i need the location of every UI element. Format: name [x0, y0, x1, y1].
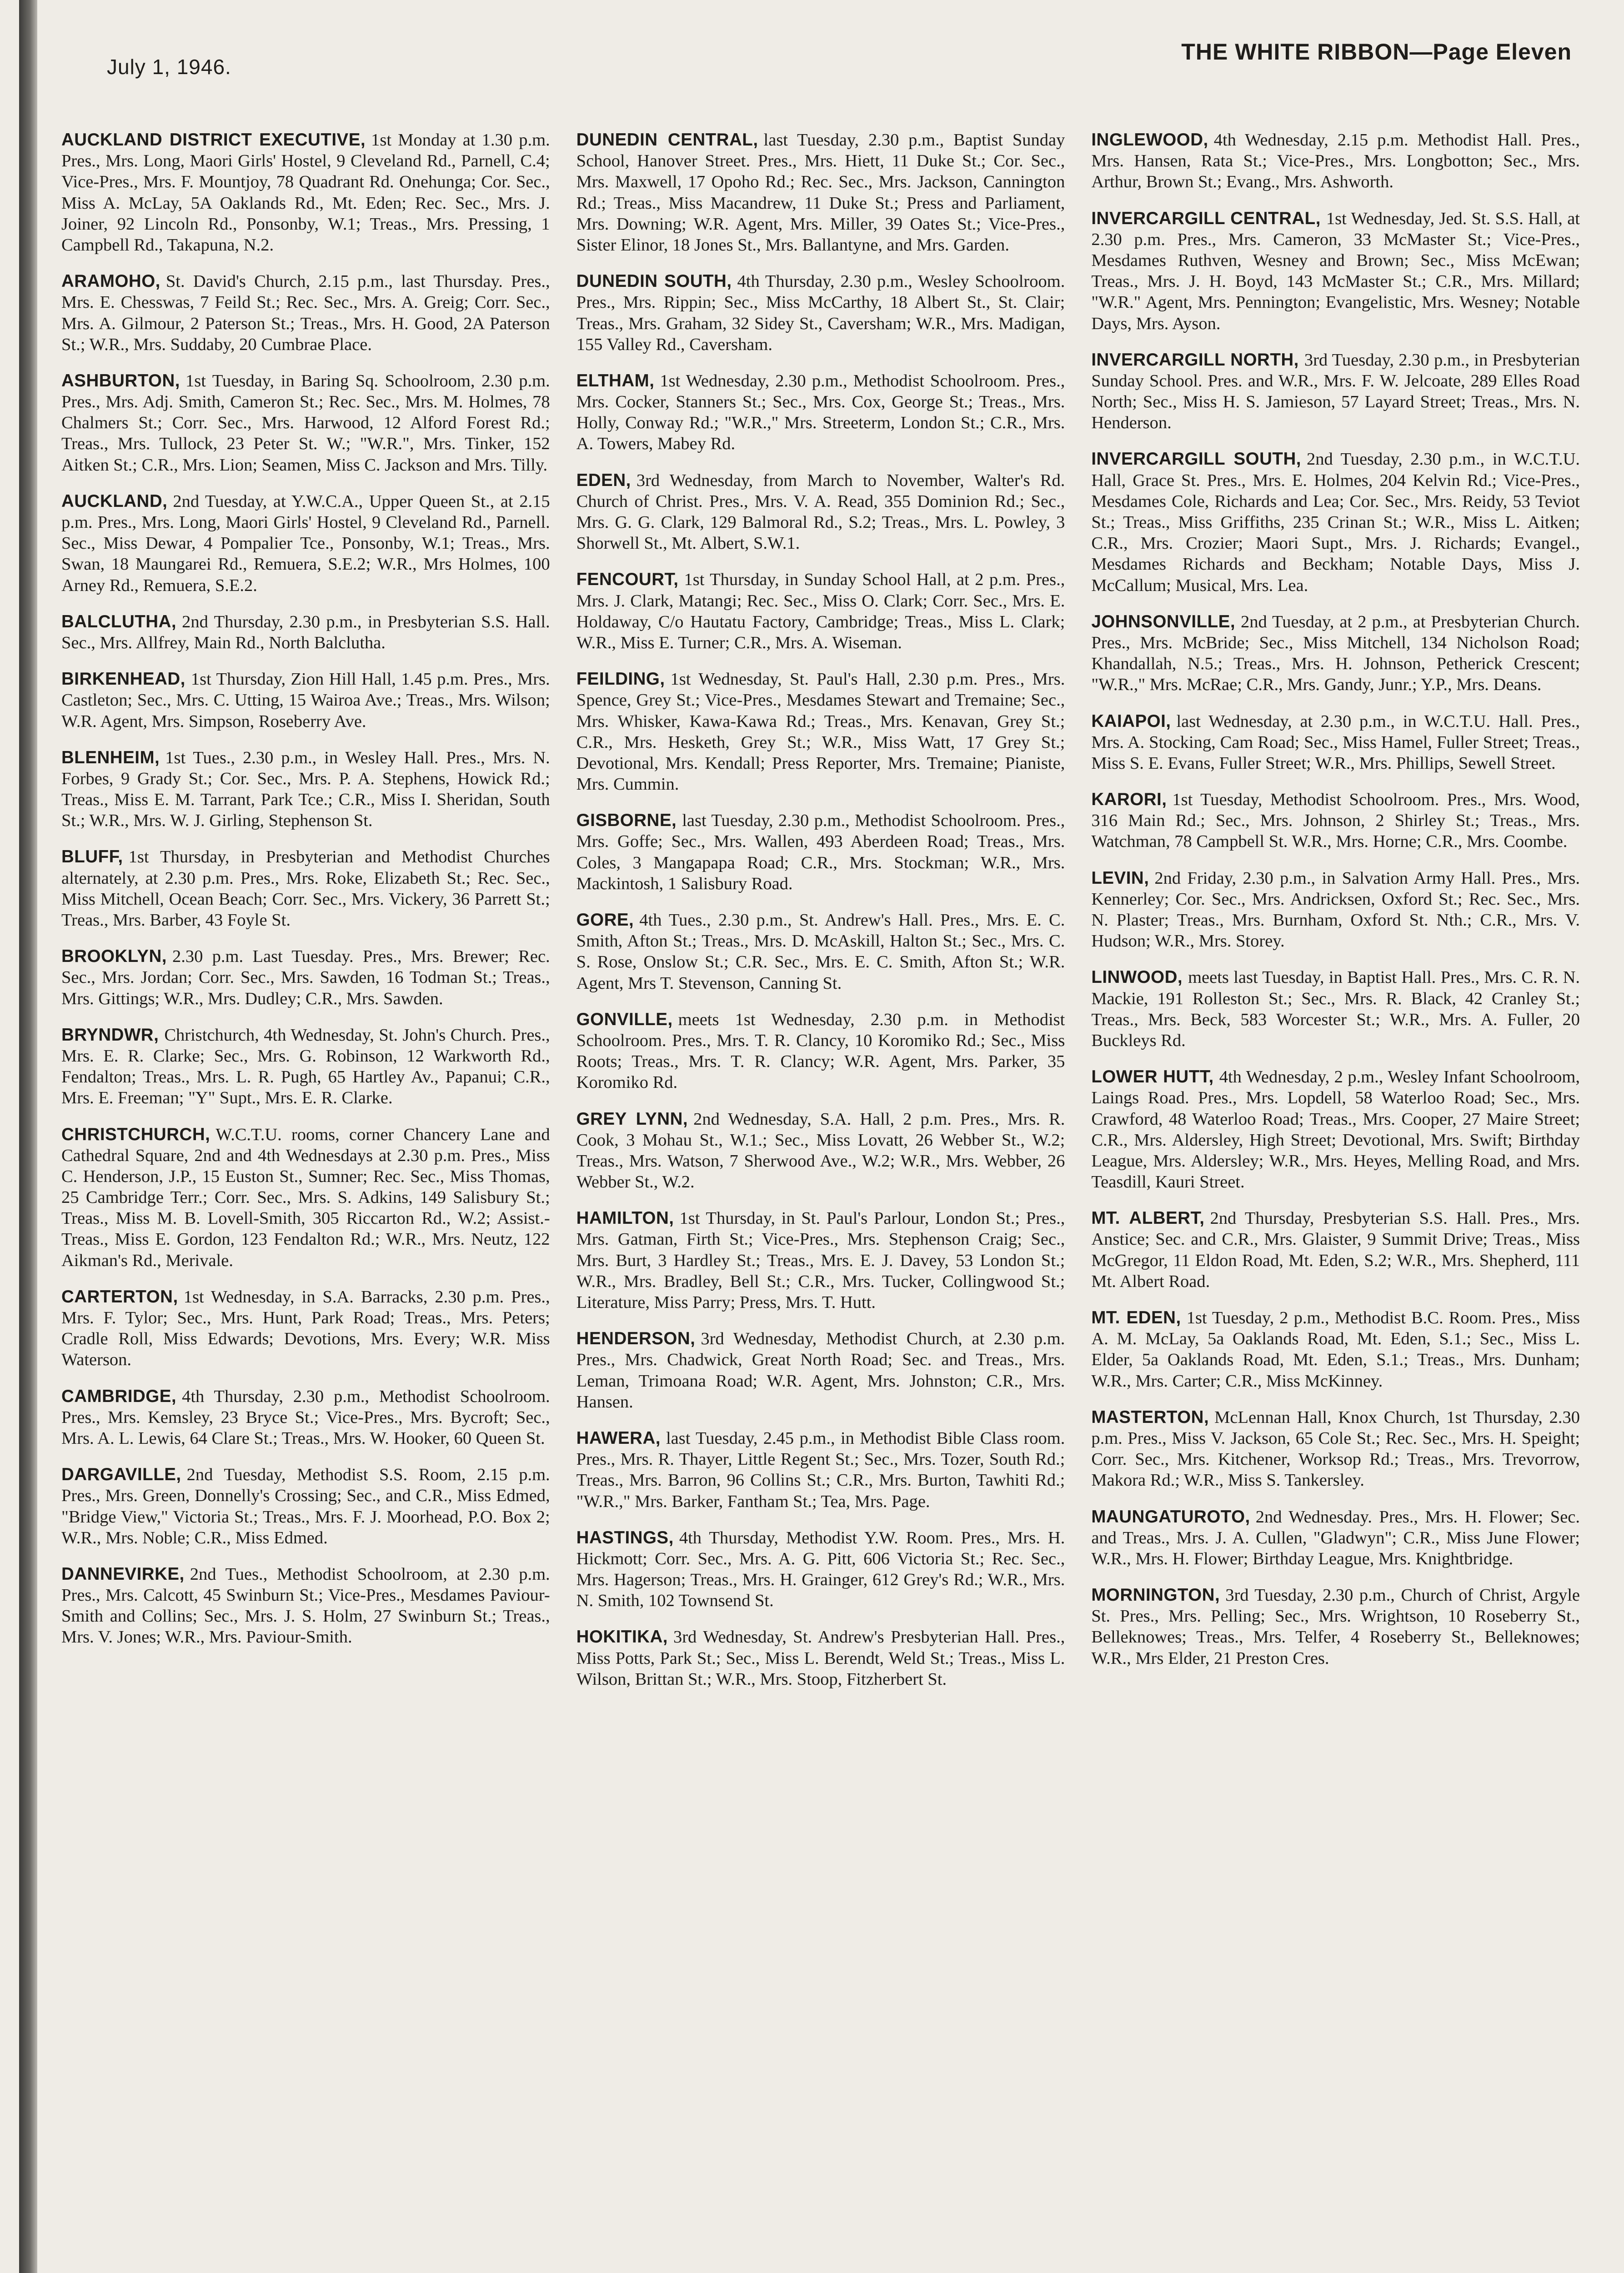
branch-name: GISBORNE,: [576, 811, 677, 831]
branch-details: 3rd Wednesday, from March to November, Walter's Rd. Church of Christ. Pres., Mrs. V. A. Read, 355 Dominion Rd.; Sec., Mrs. G. G. Clark, 129 Balmoral Rd., S.2; Treas., Mrs. L. Powley, 3 Shorwell St., Mt. Albert, S.W.1.: [576, 471, 1065, 553]
branch-details: 3rd Wednesday, St. Andrew's Presbyterian Hall. Pres., Miss Potts, Park St.; Sec., Miss L. Berendt, Weld St.; Treas., Miss L. Wilson, Brittan St.; W.R., Mrs. Stoop, Fitzherbert St.: [576, 1627, 1065, 1689]
branch-entry: [61, 611, 550, 653]
branch-details: W.C.T.U. rooms, corner Chancery Lane and Cathedral Square, 2nd and 4th Wednesdays at 2.30 p.m. Pres., Miss C. Henderson, J.P., 15 Euston St., Sumner; Rec. Sec., Miss Thomas, 25 Cambridge Terr.; Corr. Sec., Mrs. S. Adkins, 149 Salisbury St.; Treas., Miss M. B. Lovell-Smith, 305 Riccarton Rd., W.2; Assist.-Treas., Miss E. Gordon, 123 Fendalton Rd.; W.R., Mrs. Neutz, 122 Aikman's Rd., Merivale.: [61, 1125, 550, 1270]
branch-name: CAMBRIDGE,: [61, 1386, 177, 1406]
branch-name: ELTHAM,: [576, 370, 655, 391]
branch-entry: [576, 1328, 1065, 1412]
branch-entry: [61, 1124, 550, 1271]
branch-details: 2nd Tuesday, at Y.W.C.A., Upper Queen St., at 2.15 p.m. Pres., Mrs. Long, Maori Girls' Hostel, 9 Cleveland Rd., Parnell. Sec., Miss Dewar, 4 Pompalier Tce., Ponsonby, W.1; Treas., Mrs. Swan, 18 Maungarei Rd., Remuera, S.E.2; W.R., Mrs Holmes, 100 Arney Rd., Remuera, S.E.2.: [61, 491, 550, 595]
branch-details: 1st Wednesday, 2.30 p.m., Methodist Schoolroom. Pres., Mrs. Cocker, Stanners St.; Sec., Mrs. Cox, George St.; Treas., Mrs. Holly, Conway Rd.; "W.R.," Mrs. Streeterm, London St.; C.R., Mrs. A. Towers, Mabey Rd.: [576, 371, 1065, 454]
branch-entry: [1091, 1507, 1580, 1570]
branch-entry: [576, 910, 1065, 994]
branch-entry: [1091, 1407, 1580, 1491]
branch-details: 4th Thursday, Methodist Y.W. Room. Pres., Mrs. H. Hickmott; Corr. Sec., Mrs. A. G. Pitt, 606 Victoria St.; Rec. Sec., Mrs. Hagerson; Treas., Mrs. H. Grainger, 612 Grey's Rd.; W.R., Mrs. N. Smith, 102 Townsend St.: [576, 1528, 1065, 1611]
branch-entry: [61, 669, 550, 732]
branch-details: 2nd Thursday, 2.30 p.m., in Presbyterian S.S. Hall. Sec., Mrs. Allfrey, Main Rd., North Balclutha.: [61, 612, 550, 652]
branch-entry: [576, 271, 1065, 355]
branch-name: AUCKLAND DISTRICT EXECUTIVE,: [61, 130, 366, 150]
branch-name: GONVILLE,: [576, 1009, 673, 1029]
branch-details: 2nd Friday, 2.30 p.m., in Salvation Army Hall. Pres., Mrs. Kennerley; Cor. Sec., Mrs. Andricksen, Oxford St.; Rec. Sec., Mrs. N. Plaster; Treas., Mrs. Burnham, Oxford St. Nth.; C.R., Mrs. V. Hudson; W.R., Mrs. Storey.: [1091, 868, 1580, 951]
branch-details: 1st Tuesday, in Baring Sq. Schoolroom, 2.30 p.m. Pres., Mrs. Adj. Smith, Cameron St.; Rec. Sec., Mrs. M. Holmes, 78 Chalmers St.; Corr. Sec., Mrs. Harwood, 12 Alford Forest Rd.; Treas., Mrs. Tullock, 23 Peter St. W.; "W.R.", Mrs. Tinker, 152 Aitken St.; C.R., Mrs. Lion; Seamen, Miss C. Jackson and Mrs. Tilly.: [61, 371, 550, 475]
branch-details: 3rd Wednesday, Methodist Church, at 2.30 p.m. Pres., Mrs. Chadwick, Great North Road; Sec. and Treas., Mrs. Leman, Trimoana Road; W.R. Agent, Mrs. Johnston; C.R., Mrs. Hansen.: [576, 1329, 1065, 1412]
branch-name: HOKITIKA,: [576, 1627, 668, 1647]
branch-entry: [61, 747, 550, 831]
branch-entry: [576, 1208, 1065, 1313]
branch-entry: [61, 271, 550, 355]
branch-entry: [1091, 1066, 1580, 1192]
branch-name: FEILDING,: [576, 669, 665, 689]
branch-entry: [1091, 967, 1580, 1051]
branch-details: 4th Thursday, 2.30 p.m., Wesley Schoolroom. Pres., Mrs. Rippin; Sec., Miss McCarthy, 18 Albert St., St. Clair; Treas., Mrs. Graham, 32 Sidey St., Caversham; W.R., Mrs. Madigan, 155 Valley Rd., Caversham.: [576, 272, 1065, 354]
issue-date: July 1, 1946.: [107, 55, 231, 79]
branch-entry: [1091, 789, 1580, 852]
branch-details: 1st Thursday, in Sunday School Hall, at 2 p.m. Pres., Mrs. J. Clark, Matangi; Rec. Sec., Miss O. Clark; Corr. Sec., Mrs. E. Holdaway, C/o Hautatu Factory, Cambridge; Treas., Miss L. Clark; W.R., Miss E. Turner; C.R., Mrs. A. Wiseman.: [576, 570, 1065, 652]
branch-entry: [1091, 449, 1580, 596]
branch-details: 1st Tuesday, Methodist Schoolroom. Pres., Mrs. Wood, 316 Main Rd.; Sec., Mrs. Johnson, 2 Shirley St.; Treas., Mrs. Watchman, 78 Campbell St. W.R., Mrs. Horne; C.R., Mrs. Coombe.: [1091, 790, 1580, 851]
branch-name: BLENHEIM,: [61, 747, 160, 767]
branch-entry: [576, 370, 1065, 455]
branch-name: LINWOOD,: [1091, 967, 1183, 987]
branch-entry: [576, 130, 1065, 255]
branch-name: BRYNDWR,: [61, 1025, 159, 1045]
branch-name: GORE,: [576, 910, 634, 930]
branch-details: last Tuesday, 2.45 p.m., in Methodist Bible Class room. Pres., Mrs. R. Thayer, Little Regent St.; Sec., Mrs. Tozer, South Rd.; Treas., Mrs. Barron, 96 Collins St.; C.R., Mrs. Burton, Tawhiti Rd.; "W.R.," Mrs. Barker, Fantham St.; Tea, Mrs. Page.: [576, 1428, 1065, 1511]
branch-name: FENCOURT,: [576, 570, 679, 590]
branch-entry: [1091, 1585, 1580, 1669]
branch-name: BROOKLYN,: [61, 946, 167, 966]
branch-name: HENDERSON,: [576, 1329, 696, 1349]
branch-details: last Wednesday, at 2.30 p.m., in W.C.T.U. Hall. Pres., Mrs. A. Stocking, Cam Road; Sec., Miss Hamel, Fuller Street; Treas., Miss S. E. Evans, Fuller Street; W.R., Mrs. Phillips, Sewell Street.: [1091, 711, 1580, 773]
branch-name: DARGAVILLE,: [61, 1465, 181, 1485]
branch-details: 4th Wednesday, 2 p.m., Wesley Infant Schoolroom, Laings Road. Pres., Mrs. Lopdell, 58 Waterloo Road; Sec., Mrs. Crawford, 48 Waterloo Road; Treas., Mrs. Cooper, 27 Maire Street; C.R., Mrs. Aldersley, High Street; Devotional, Mrs. Swift; Birthday League, Mrs. Aldersley; W.R., Mrs. Heyes, Melling Road, and Mrs. Teasdill, Kauri Street.: [1091, 1067, 1580, 1192]
branch-details: McLennan Hall, Knox Church, 1st Thursday, 2.30 p.m. Pres., Miss V. Jackson, 65 Cole St.; Rec. Sec., Mrs. H. Speight; Corr. Sec., Mrs. Kitchener, Worksop Rd.; Treas., Mrs. Trevorrow, Makora Rd.; W.R., Miss S. Tankersley.: [1091, 1407, 1580, 1490]
branch-details: 3rd Tuesday, 2.30 p.m., in Presbyterian Sunday School. Pres. and W.R., Mrs. F. W. Jelcoate, 289 Elles Road North; Sec., Miss H. S. Jamieson, 57 Layard Street; Treas., Mrs. N. Henderson.: [1091, 350, 1580, 433]
branch-entry: [576, 1109, 1065, 1193]
branch-details: 1st Tuesday, 2 p.m., Methodist B.C. Room. Pres., Miss A. M. McLay, 5a Oaklands Road, Mt. Eden, S.1.; Sec., Miss L. Elder, 5a Oaklands Road, Mt. Eden, S.1.; Treas., Mrs. Dunham; W.R., Mrs. Carter; C.R., Miss McKinney.: [1091, 1308, 1580, 1391]
branch-details: 2nd Wednesday, S.A. Hall, 2 p.m. Pres., Mrs. R. Cook, 3 Mohau St., W.1.; Sec., Miss Lovatt, 26 Webber St., W.2; Treas., Mrs. Watson, 7 Sherwood Ave., W.2; W.R., Mrs. Webber, 26 Webber St., W.2.: [576, 1109, 1065, 1192]
branch-details: 2nd Tuesday, at 2 p.m., at Presbyterian Church. Pres., Mrs. McBride; Sec., Miss Mitchell, 134 Nicholson Road; Khandallah, N.5.; Treas., Mrs. H. Johnson, Petherick Crescent; "W.R.," Mrs. McRae; C.R., Mrs. Gandy, Junr.; Y.P., Mrs. Deans.: [1091, 612, 1580, 695]
branch-entry: [1091, 1307, 1580, 1392]
branch-name: ARAMOHO,: [61, 271, 160, 291]
branch-entry: [1091, 350, 1580, 434]
branch-entry: [1091, 130, 1580, 193]
branch-entry: [576, 1428, 1065, 1512]
branch-name: BALCLUTHA,: [61, 611, 177, 631]
branch-entry: [61, 370, 550, 476]
branch-name: ASHBURTON,: [61, 370, 180, 391]
binding-spine: [19, 0, 37, 2273]
branch-entry: [61, 846, 550, 931]
branch-details: 1st Monday at 1.30 p.m. Pres., Mrs. Long, Maori Girls' Hostel, 9 Cleveland Rd., Parnell, C.4; Vice-Pres., Mrs. F. Mountjoy, 78 Quadrant Rd. Onehunga; Cor. Sec., Miss A. McLay, 5A Oaklands Rd., Mt. Eden; Rec. Sec., Mrs. J. Joiner, 92 Lincoln Rd., Ponsonby, W.1; Treas., Mrs. Pressing, 1 Campbell Rd., Takapuna, N.2.: [61, 130, 550, 255]
branch-name: CHRISTCHURCH,: [61, 1124, 211, 1144]
column-3: [1091, 130, 1580, 2273]
branch-details: 1st Tues., 2.30 p.m., in Wesley Hall. Pres., Mrs. N. Forbes, 9 Grady St.; Cor. Sec., Mrs. P. A. Stephens, Howick Rd.; Treas., Miss E. M. Tarrant, Park Tce.; C.R., Miss I. Sheridan, South St.; W.R., Mrs. W. J. Girling, Stephenson St.: [61, 748, 550, 831]
branch-entry: [576, 569, 1065, 653]
branch-entry: [61, 1287, 550, 1371]
branch-name: MT. ALBERT,: [1091, 1208, 1205, 1228]
branch-details: 2nd Tues., Methodist Schoolroom, at 2.30 p.m. Pres., Mrs. Calcott, 45 Swinburn St.; Vice-Pres., Mesdames Paviour-Smith and Collins; Sec., Mrs. J. S. Holm, 27 Swinburn St.; Treas., Mrs. V. Jones; W.R., Mrs. Paviour-Smith.: [61, 1564, 550, 1647]
branch-details: 4th Wednesday, 2.15 p.m. Methodist Hall. Pres., Mrs. Hansen, Rata St.; Vice-Pres., Mrs. Longbotton; Sec., Mrs. Arthur, Brown St.; Evang., Mrs. Ashworth.: [1091, 130, 1580, 192]
branch-entry: [61, 1564, 550, 1648]
branch-details: 2.30 p.m. Last Tuesday. Pres., Mrs. Brewer; Rec. Sec., Mrs. Jordan; Corr. Sec., Mrs. Sawden, 16 Todman St.; Treas., Mrs. Gittings; W.R., Mrs. Dudley; C.R., Mrs. Sawden.: [61, 947, 550, 1008]
branch-name: BIRKENHEAD,: [61, 669, 185, 689]
branch-details: 2nd Tuesday, 2.30 p.m., in W.C.T.U. Hall, Grace St. Pres., Mrs. E. Holmes, 204 Kelvin Rd.; Vice-Pres., Mesdames Cole, Richards and Lea; Cor. Sec., Mrs. Reidy, 53 Teviot St.; Treas., Miss Griffiths, 235 Crinan St.; W.R., Miss L. Aitken; C.R., Mrs. Crozier; Maori Supt., Mrs. J. Richards; Evangel., Mesdames Richards and Beckham; Notable Days, Miss J. McCallum; Musical, Mrs. Lea.: [1091, 450, 1580, 595]
branch-name: EDEN,: [576, 470, 631, 490]
branch-details: 1st Thursday, in Presbyterian and Methodist Churches alternately, at 2.30 p.m. Pres., Mrs. Roke, Elizabeth St.; Rec. Sec., Miss Mitchell, Ocean Beach; Corr. Sec., Mrs. Vickery, 36 Parrett St.; Treas., Mrs. Barber, 43 Foyle St.: [61, 847, 550, 930]
directory-columns: [61, 130, 1580, 2273]
branch-entry: [576, 1009, 1065, 1093]
branch-name: MT. EDEN,: [1091, 1308, 1181, 1327]
branch-name: JOHNSONVILLE,: [1091, 611, 1236, 631]
branch-name: KARORI,: [1091, 790, 1167, 810]
branch-entry: [1091, 611, 1580, 696]
branch-entry: [1091, 711, 1580, 774]
branch-details: 1st Wednesday, St. Paul's Hall, 2.30 p.m. Pres., Mrs. Spence, Grey St.; Vice-Pres., Mesdames Stewart and Tremaine; Sec., Mrs. Whisker, Kawa-Kawa Rd.; Treas., Mrs. Kenavan, Grey St.; C.R., Mrs. Hesketh, Grey St.; W.R., Miss Watt, 17 Grey St.; Devotional, Mrs. Kendall; Press Reporter, Mrs. Tremaine; Pianiste, Mrs. Cummin.: [576, 670, 1065, 794]
branch-details: last Tuesday, 2.30 p.m., Methodist Schoolroom. Pres., Mrs. Goffe; Sec., Mrs. Wallen, 493 Aberdeen Road; Treas., Mrs. Coles, 3 Mangapapa Road; C.R., Mrs. Stockman; W.R., Mrs. Mackintosh, 1 Salisbury Road.: [576, 811, 1065, 893]
masthead-title: THE WHITE RIBBON—Page Eleven: [1181, 39, 1572, 65]
branch-details: 1st Thursday, Zion Hill Hall, 1.45 p.m. Pres., Mrs. Castleton; Sec., Mrs. C. Utting, 15 Wairoa Ave.; Treas., Mrs. Wilson; W.R. Agent, Mrs. Simpson, Roseberry Ave.: [61, 670, 550, 731]
branch-name: DANNEVIRKE,: [61, 1564, 185, 1584]
branch-name: HAMILTON,: [576, 1208, 674, 1228]
branch-name: INVERCARGILL SOUTH,: [1091, 449, 1301, 469]
branch-entry: [576, 1627, 1065, 1690]
branch-details: 1st Thursday, in St. Paul's Parlour, London St.; Pres., Mrs. Gatman, Firth St.; Vice-Pres., Mrs. Stephenson Craig; Sec., Mrs. Burt, 3 Hardley St.; Treas., Mrs. E. J. Davey, 53 London St.; W.R., Mrs. Bradley, Bell St.; C.R., Mrs. Tucker, Collingwood St.; Literature, Miss Parry; Press, Mrs. T. Hutt.: [576, 1209, 1065, 1312]
branch-entry: [1091, 868, 1580, 952]
branch-name: LOWER HUTT,: [1091, 1067, 1214, 1087]
branch-details: 2nd Wednesday. Pres., Mrs. H. Flower; Sec. and Treas., Mrs. J. A. Cullen, "Gladwyn"; C.R., Miss June Flower; W.R., Mrs. H. Flower; Birthday League, Mrs. Knightbridge.: [1091, 1507, 1580, 1568]
branch-name: KAIAPOI,: [1091, 711, 1171, 731]
branch-name: DUNEDIN SOUTH,: [576, 271, 732, 291]
branch-name: INVERCARGILL CENTRAL,: [1091, 208, 1321, 228]
branch-name: AUCKLAND,: [61, 491, 168, 511]
branch-name: INGLEWOOD,: [1091, 130, 1208, 150]
branch-details: meets 1st Wednesday, 2.30 p.m. in Methodist Schoolroom. Pres., Mrs. T. R. Clancy, 10 Koromiko Rd.; Sec., Miss Roots; Treas., Mrs. T. R. Clancy; W.R. Agent, Mrs. Parker, 35 Koromiko Rd.: [576, 1010, 1065, 1092]
branch-details: 2nd Tuesday, Methodist S.S. Room, 2.15 p.m. Pres., Mrs. Green, Donnelly's Crossing; Sec., and C.R., Miss Edmed, "Bridge View," Victoria St.; Treas., Mrs. F. J. Moorhead, P.O. Box 2; W.R., Mrs. Noble; C.R., Miss Edmed.: [61, 1465, 550, 1547]
branch-name: BLUFF,: [61, 847, 123, 867]
branch-entry: [1091, 1208, 1580, 1292]
branch-details: last Tuesday, 2.30 p.m., Baptist Sunday School, Hanover Street. Pres., Mrs. Hiett, 11 Duke St.; Cor. Sec., Mrs. Maxwell, 17 Opoho Rd.; Rec. Sec., Mrs. Jackson, Cannington Rd.; Treas., Miss Macandrew, 11 Duke St.; Press and Parliament, Mrs. Downing; W.R. Agent, Mrs. Miller, 39 Oates St.; Vice-Pres., Sister Elinor, 18 Jones St., Mrs. Ballantyne, and Mrs. Garden.: [576, 130, 1065, 255]
branch-entry: [1091, 208, 1580, 334]
branch-name: DUNEDIN CENTRAL,: [576, 130, 758, 150]
branch-entry: [61, 1464, 550, 1548]
branch-details: 4th Thursday, 2.30 p.m., Methodist Schoolroom. Pres., Mrs. Kemsley, 23 Bryce St.; Vice-Pres., Mrs. Bycroft; Sec., Mrs. A. L. Lewis, 64 Clare St.; Treas., Mrs. W. Hooker, 60 Queen St.: [61, 1387, 550, 1448]
branch-name: HASTINGS,: [576, 1527, 674, 1547]
branch-name: HAWERA,: [576, 1428, 661, 1448]
branch-details: St. David's Church, 2.15 p.m., last Thursday. Pres., Mrs. E. Chesswas, 7 Feild St.; Rec. Sec., Mrs. A. Greig; Corr. Sec., Mrs. A. Gilmour, 2 Paterson St.; Treas., Mrs. H. Good, 2A Paterson St.; W.R., Mrs. Suddaby, 20 Cumbrae Place.: [61, 272, 550, 354]
branch-name: MAUNGATUROTO,: [1091, 1507, 1250, 1527]
branch-name: INVERCARGILL NORTH,: [1091, 350, 1299, 370]
branch-details: 4th Tues., 2.30 p.m., St. Andrew's Hall. Pres., Mrs. E. C. Smith, Afton St.; Treas., Mrs. D. McAskill, Halton St.; Sec., Mrs. C. S. Rose, Onslow St.; C.R. Sec., Mrs. E. C. Smith, Afton St.; W.R. Agent, Mrs T. Stevenson, Canning St.: [576, 911, 1065, 993]
branch-name: MASTERTON,: [1091, 1407, 1209, 1427]
branch-entry: [61, 1025, 550, 1109]
branch-name: CARTERTON,: [61, 1287, 178, 1307]
branch-entry: [576, 669, 1065, 795]
branch-name: LEVIN,: [1091, 868, 1149, 888]
column-2: [576, 130, 1065, 2273]
column-1: [61, 130, 550, 2273]
branch-entry: [61, 946, 550, 1009]
branch-entry: [576, 810, 1065, 894]
branch-details: Christchurch, 4th Wednesday, St. John's Church. Pres., Mrs. E. R. Clarke; Sec., Mrs. G. Robinson, 12 Warkworth Rd., Fendalton; Treas., Mrs. L. R. Pugh, 65 Hartley Av., Papanui; C.R., Mrs. E. Freeman; "Y" Supt., Mrs. E. R. Clarke.: [61, 1025, 550, 1108]
branch-entry: [61, 130, 550, 255]
branch-details: 2nd Thursday, Presbyterian S.S. Hall. Pres., Mrs. Anstice; Sec. and C.R., Mrs. Glaister, 9 Summit Drive; Treas., Miss McGregor, 11 Eldon Road, Mt. Eden, S.2; W.R., Mrs. Shepherd, 111 Mt. Albert Road.: [1091, 1209, 1580, 1291]
branch-entry: [576, 1527, 1065, 1612]
branch-details: meets last Tuesday, in Baptist Hall. Pres., Mrs. C. R. N. Mackie, 191 Rolleston St.; Sec., Mrs. R. Black, 42 Cranley St.; Treas., Mrs. Beck, 583 Worcester St.; W.R., Mrs. A. Fuller, 20 Buckleys Rd.: [1091, 968, 1580, 1050]
branch-name: MORNINGTON,: [1091, 1585, 1220, 1605]
branch-entry: [61, 1386, 550, 1449]
branch-details: 3rd Tuesday, 2.30 p.m., Church of Christ, Argyle St. Pres., Mrs. Pelling; Sec., Mrs. Wrightson, 10 Roseberry St., Belleknowes; Treas., Mrs. Telfer, 4 Roseberry St., Belleknowes; W.R., Mrs Elder, 21 Preston Cres.: [1091, 1586, 1580, 1668]
branch-details: 1st Wednesday, Jed. St. S.S. Hall, at 2.30 p.m. Pres., Mrs. Cameron, 33 McMaster St.; Vice-Pres., Mesdames Ruthven, Wesney and Brown; Sec., Miss McEwan; Treas., Mrs. J. H. Boyd, 143 McMaster St.; C.R., Mrs. Millard; "W.R." Agent, Mrs. Pennington; Evangelistic, Mrs. Wesney; Notable Days, Mrs. Ayson.: [1091, 209, 1580, 333]
branch-name: GREY LYNN,: [576, 1109, 688, 1129]
branch-entry: [61, 491, 550, 596]
branch-details: 1st Wednesday, in S.A. Barracks, 2.30 p.m. Pres., Mrs. F. Tylor; Sec., Mrs. Hunt, Park Road; Treas., Mrs. Peters; Cradle Roll, Miss Edwards; Devotions, Mrs. Every; W.R. Miss Waterson.: [61, 1287, 550, 1370]
branch-entry: [576, 470, 1065, 554]
